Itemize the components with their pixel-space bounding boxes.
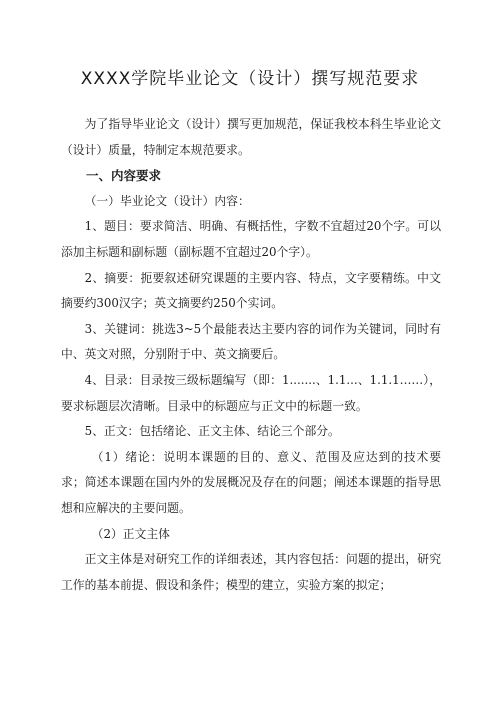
item-main-body-text: 正文主体是对研究工作的详细表述，其内容包括：问题的提出，研究工作的基本前提、假设和条件；模型的建立，实验方案的拟定；: [61, 552, 441, 592]
document-title: XXXX学院毕业论文（设计）撰写规范要求: [80, 69, 420, 89]
item-introduction: （1）绪论：说明本课题的目的、意义、范围及应达到的技术要求；简述本课题在国内外的发展概况及存在的问题；阐述本课题的指导思想和应解决的主要问题。: [61, 449, 441, 515]
document-body: [61, 112, 441, 598]
item-keywords: 3、关键词：挑选3~5个最能表达主要内容的词作为关键词，同时有中、英文对照，分别附于中、英文摘要后。: [61, 321, 441, 362]
item-main-body-heading: （2）正文主体: [91, 526, 170, 541]
subsection-thesis-content: （一）毕业论文（设计）内容：: [84, 193, 250, 208]
item-table-of-contents: 4、目录：目录按三级标题编写（即：1.......、1.1...、1.1.1……），要求标题层次清晰。目录中的标题应与正文中的标题一致。: [61, 372, 441, 413]
item-abstract: 2、摘要：扼要叙述研究课题的主要内容、特点，文字要精练。中文摘要约300汉字；英文摘要约250个实词。: [61, 270, 441, 311]
item-main-text: 5、正文：包括绪论、正文主体、结论三个部分。: [84, 424, 340, 439]
section-heading-content-requirements: 一、内容要求: [86, 168, 162, 184]
intro-paragraph: 为了指导毕业论文（设计）撰写更加规范，保证我校本科生毕业论文（设计）质量，特制定本规范要求。: [61, 117, 441, 157]
item-title: 1、题目：要求简洁、明确、有概括性，字数不宜超过20个字。可以添加主标题和副标题（副标题不宜超过20个字）。: [61, 219, 441, 259]
